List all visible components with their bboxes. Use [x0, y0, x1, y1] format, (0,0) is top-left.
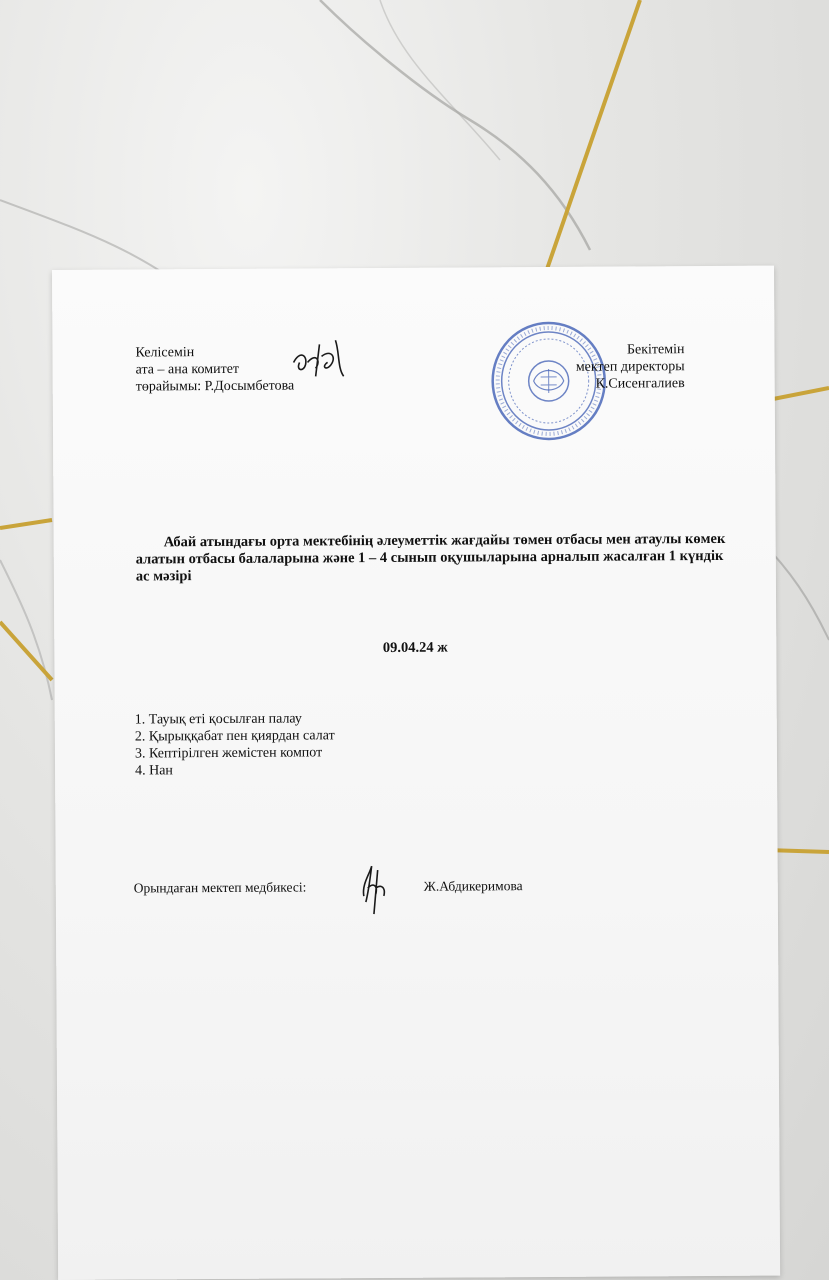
approval-left-block [135, 344, 294, 396]
menu-item: 4. Нан [135, 763, 173, 779]
right-line-2: мектеп директоры [575, 359, 685, 375]
footer-name: Ж.Абдикеримова [423, 878, 523, 894]
document-title [136, 531, 726, 586]
signature-icon [354, 858, 394, 918]
approval-right-block [576, 341, 685, 393]
document-date: 09.04.24 ж [382, 639, 448, 656]
menu-list [135, 710, 335, 779]
title-text: Абай атындағы орта мектебінің әлеуметтік жағдайы төмен отбасы мен атаулы көмек алатын отбасы балаларына және 1 – 4 сынып оқушыларына арналып жасалған 1 күндік ас мәзірі [135, 530, 726, 585]
right-line-3: К.Сисенгалиев [595, 376, 685, 392]
menu-item: 3. Кептірілген жемістен компот [134, 745, 323, 762]
menu-item: 1. Тауық еті қосылған палау [134, 711, 302, 728]
left-line-3: төрайымы: Р.Досымбетова [135, 378, 295, 395]
footer-label: Орындаған мектеп медбикесі: [133, 879, 307, 896]
document-page [52, 266, 780, 1280]
left-line-2: ата – ана комитет [135, 361, 240, 378]
left-line-1: Келісемін [135, 345, 195, 361]
signature-icon [285, 332, 355, 382]
right-line-1: Бекітемін [626, 342, 685, 358]
menu-item: 2. Қырыққабат пен қиярдан салат [134, 728, 335, 745]
